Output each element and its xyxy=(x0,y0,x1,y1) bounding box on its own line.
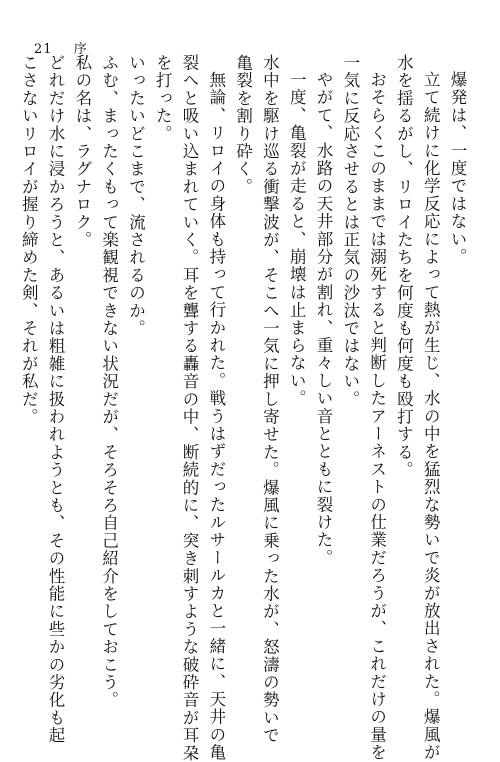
text-line: どれだけ水に浸かろうと、あるいは粗雑に扱われようとも、その性能に些かの劣化も起 xyxy=(46,54,66,745)
page-number: 21 xyxy=(34,42,53,57)
text-line: こさないリロイが握り締めた剣、それが私だ。 xyxy=(19,54,39,426)
text-line: 無論、リロイの身体も持って行かれた。戦うはずだったルサールカと一緒に、天井の亀 xyxy=(206,70,226,761)
text-line: 水を揺るがし、リロイたちを何度も何度も殴打する。 xyxy=(394,54,414,479)
text-line: 亀裂を割り砕く。 xyxy=(233,54,253,196)
text-line: 一気に反応させるとは正気の沙汰ではない。 xyxy=(340,54,360,408)
vertical-body-text xyxy=(19,54,470,762)
text-line: ふむ、まったくもって楽観視できない状況だが、そろそろ自己紹介をしておこう。 xyxy=(99,54,119,709)
chapter-title: 序 xyxy=(73,42,88,57)
text-line: 爆発は、一度ではない。 xyxy=(448,70,467,266)
text-line: 立て続けに化学反応によって熱が生じ、水の中を猛烈な勢いで炎が放出された。爆風が xyxy=(421,70,441,761)
text-line: おそらくこのままでは溺死すると判断したアーネストの仕業だろうが、これだけの量を xyxy=(367,70,387,761)
text-line: を打った。 xyxy=(153,54,173,143)
text-line: 水中を駆け巡る衝撃波が、そこへ一気に押し寄せた。爆風に乗った水が、怒濤の勢いで xyxy=(260,54,280,745)
text-line: 一度、亀裂が走ると、崩壊は止まらない。 xyxy=(287,70,307,407)
text-line: 裂へと吸い込まれていく。耳を聾する轟音の中、断続的に、突き刺すような破砕音が耳朶 xyxy=(180,54,200,762)
text-line: やがて、水路の天井部分が割れ、重々しい音とともに裂けた。 xyxy=(314,70,334,567)
text-line: 私の名は、ラグナロク。 xyxy=(72,54,92,249)
text-line: いったいどこまで、流されるのか。 xyxy=(126,54,146,338)
